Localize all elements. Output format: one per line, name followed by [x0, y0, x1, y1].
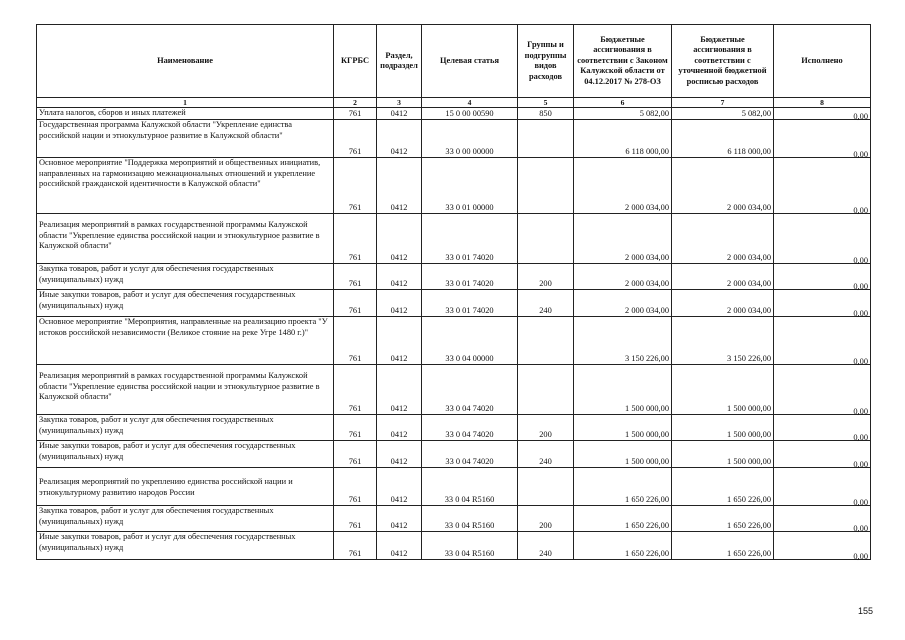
row-target: 33 0 04 74020 [422, 365, 518, 415]
row-kgrbs: 761 [334, 532, 377, 560]
row-name: Государственная программа Калужской области "Укрепление единства российской нации и этнокультурное развитие в Калужской области" [37, 120, 334, 158]
column-number: 6 [574, 98, 672, 108]
row-razdel: 0412 [377, 264, 422, 290]
page-number: 155 [857, 606, 873, 616]
table-row [37, 506, 871, 532]
row-target: 33 0 00 00000 [422, 120, 518, 158]
row-executed-amount [774, 317, 871, 365]
row-group [518, 317, 574, 365]
row-law-amount: 2 000 034,00 [574, 290, 672, 317]
row-razdel: 0412 [377, 532, 422, 560]
table-row [37, 317, 871, 365]
table-row [37, 290, 871, 317]
row-refined-amount: 1 650 226,00 [672, 506, 774, 532]
row-executed-amount [774, 120, 871, 158]
row-law-amount: 1 500 000,00 [574, 415, 672, 441]
row-executed-amount [774, 264, 871, 290]
row-group: 850 [518, 108, 574, 120]
row-razdel: 0412 [377, 365, 422, 415]
row-name: Закупка товаров, работ и услуг для обеспечения государственных (муниципальных) нужд [37, 264, 334, 290]
row-law-amount: 3 150 226,00 [574, 317, 672, 365]
row-law-amount: 1 500 000,00 [574, 441, 672, 468]
row-kgrbs: 761 [334, 158, 377, 214]
row-target: 33 0 01 74020 [422, 290, 518, 317]
header-kgrbs: КГРБС [334, 25, 377, 98]
row-target: 33 0 04 74020 [422, 441, 518, 468]
column-number: 2 [334, 98, 377, 108]
row-name: Уплата налогов, сборов и иных платежей [37, 108, 334, 120]
row-razdel: 0412 [377, 158, 422, 214]
row-name: Реализация мероприятий в рамках государственной программы Калужской области "Укрепление единства российской нации и этнокультурное развитие в Калужской области" [37, 365, 334, 415]
row-law-amount: 1 650 226,00 [574, 532, 672, 560]
row-refined-amount: 2 000 034,00 [672, 158, 774, 214]
table-row [37, 365, 871, 415]
row-group [518, 214, 574, 264]
executed-value: 0,00 [853, 255, 868, 265]
row-refined-amount: 6 118 000,00 [672, 120, 774, 158]
table-row [37, 108, 871, 120]
executed-value: 0,00 [853, 406, 868, 416]
column-number: 3 [377, 98, 422, 108]
row-executed-amount [774, 468, 871, 506]
row-razdel: 0412 [377, 441, 422, 468]
row-target: 33 0 01 00000 [422, 158, 518, 214]
row-executed-amount [774, 108, 871, 120]
row-group: 240 [518, 441, 574, 468]
row-name: Иные закупки товаров, работ и услуг для обеспечения государственных (муниципальных) нужд [37, 532, 334, 560]
row-razdel: 0412 [377, 214, 422, 264]
row-razdel: 0412 [377, 506, 422, 532]
table-row [37, 214, 871, 264]
row-name: Основное мероприятие "Мероприятия, направленные на реализацию проекта "У истоков российской независимости (Великое стояние на реке Угре 1480 г.)" [37, 317, 334, 365]
row-refined-amount: 1 500 000,00 [672, 415, 774, 441]
row-law-amount: 2 000 034,00 [574, 158, 672, 214]
row-kgrbs: 761 [334, 415, 377, 441]
row-refined-amount: 2 000 034,00 [672, 290, 774, 317]
row-kgrbs: 761 [334, 365, 377, 415]
row-kgrbs: 761 [334, 317, 377, 365]
header-law: Бюджетные ассигнования в соответствии с Законом Калужской области от 04.12.2017 № 278-ОЗ [574, 25, 672, 98]
row-kgrbs: 761 [334, 214, 377, 264]
header-groups: Группы и подгруппы видов расходов [518, 25, 574, 98]
row-name: Основное мероприятие "Поддержка мероприятий и общественных инициатив, направленных на гармонизацию межнациональных отношений и укрепление российской гражданской идентичности в Калужской области" [37, 158, 334, 214]
row-name: Закупка товаров, работ и услуг для обеспечения государственных (муниципальных) нужд [37, 415, 334, 441]
table-row [37, 120, 871, 158]
row-kgrbs: 761 [334, 120, 377, 158]
table-row [37, 158, 871, 214]
row-refined-amount: 1 650 226,00 [672, 532, 774, 560]
row-razdel: 0412 [377, 317, 422, 365]
executed-value: 0,00 [853, 111, 868, 121]
row-executed-amount [774, 506, 871, 532]
executed-value: 0,00 [853, 497, 868, 507]
column-number: 7 [672, 98, 774, 108]
row-name: Иные закупки товаров, работ и услуг для обеспечения государственных (муниципальных) нужд [37, 441, 334, 468]
row-target: 33 0 04 R5160 [422, 468, 518, 506]
header-name: Наименование [37, 25, 334, 98]
row-kgrbs: 761 [334, 468, 377, 506]
row-target: 33 0 01 74020 [422, 264, 518, 290]
row-razdel: 0412 [377, 108, 422, 120]
row-refined-amount: 1 650 226,00 [672, 468, 774, 506]
row-law-amount: 1 650 226,00 [574, 468, 672, 506]
row-kgrbs: 761 [334, 290, 377, 317]
row-razdel: 0412 [377, 120, 422, 158]
row-target: 33 0 04 00000 [422, 317, 518, 365]
row-target: 33 0 04 74020 [422, 415, 518, 441]
row-refined-amount: 1 500 000,00 [672, 365, 774, 415]
executed-value: 0,00 [853, 432, 868, 442]
row-kgrbs: 761 [334, 506, 377, 532]
column-number: 8 [774, 98, 871, 108]
executed-value: 0,00 [853, 149, 868, 159]
table-row [37, 441, 871, 468]
row-law-amount: 2 000 034,00 [574, 264, 672, 290]
executed-value: 0,00 [853, 205, 868, 215]
executed-value: 0,00 [853, 356, 868, 366]
row-razdel: 0412 [377, 468, 422, 506]
executed-value: 0,00 [853, 551, 868, 561]
header-refined: Бюджетные ассигнования в соответствии с уточненной бюджетной росписью расходов [672, 25, 774, 98]
header-razdel: Раздел, подраздел [377, 25, 422, 98]
executed-value: 0,00 [853, 459, 868, 469]
row-razdel: 0412 [377, 415, 422, 441]
row-razdel: 0412 [377, 290, 422, 317]
row-law-amount: 2 000 034,00 [574, 214, 672, 264]
table-row [37, 468, 871, 506]
row-kgrbs: 761 [334, 108, 377, 120]
row-refined-amount: 1 500 000,00 [672, 441, 774, 468]
row-executed-amount [774, 532, 871, 560]
row-law-amount: 1 650 226,00 [574, 506, 672, 532]
executed-value: 0,00 [853, 308, 868, 318]
table-row [37, 264, 871, 290]
row-refined-amount: 5 082,00 [672, 108, 774, 120]
row-executed-amount [774, 214, 871, 264]
column-number: 5 [518, 98, 574, 108]
row-law-amount: 5 082,00 [574, 108, 672, 120]
row-kgrbs: 761 [334, 264, 377, 290]
executed-value: 0,00 [853, 281, 868, 291]
budget-table [36, 24, 871, 560]
row-group: 200 [518, 264, 574, 290]
row-kgrbs: 761 [334, 441, 377, 468]
header-row [37, 25, 871, 98]
row-refined-amount: 3 150 226,00 [672, 317, 774, 365]
row-name: Иные закупки товаров, работ и услуг для обеспечения государственных (муниципальных) нужд [37, 290, 334, 317]
row-name: Закупка товаров, работ и услуг для обеспечения государственных (муниципальных) нужд [37, 506, 334, 532]
column-number: 1 [37, 98, 334, 108]
row-executed-amount [774, 415, 871, 441]
row-name: Реализация мероприятий по укреплению единства российской нации и этнокультурному развитию народов России [37, 468, 334, 506]
row-group: 240 [518, 532, 574, 560]
column-numbers-row [37, 98, 871, 108]
row-name: Реализация мероприятий в рамках государственной программы Калужской области "Укрепление единства российской нации и этнокультурное развитие в Калужской области" [37, 214, 334, 264]
row-refined-amount: 2 000 034,00 [672, 214, 774, 264]
row-group [518, 120, 574, 158]
row-group: 200 [518, 415, 574, 441]
row-target: 33 0 01 74020 [422, 214, 518, 264]
row-group: 240 [518, 290, 574, 317]
row-executed-amount [774, 290, 871, 317]
row-group [518, 365, 574, 415]
row-law-amount: 1 500 000,00 [574, 365, 672, 415]
row-executed-amount [774, 365, 871, 415]
table-row [37, 415, 871, 441]
row-target: 15 0 00 00590 [422, 108, 518, 120]
row-group [518, 468, 574, 506]
row-target: 33 0 04 R5160 [422, 506, 518, 532]
row-law-amount: 6 118 000,00 [574, 120, 672, 158]
header-executed: Исполнено [774, 25, 871, 98]
row-group: 200 [518, 506, 574, 532]
row-executed-amount [774, 158, 871, 214]
row-group [518, 158, 574, 214]
header-target: Целевая статья [422, 25, 518, 98]
executed-value: 0,00 [853, 523, 868, 533]
row-refined-amount: 2 000 034,00 [672, 264, 774, 290]
row-executed-amount [774, 441, 871, 468]
column-number: 4 [422, 98, 518, 108]
row-target: 33 0 04 R5160 [422, 532, 518, 560]
table-row [37, 532, 871, 560]
